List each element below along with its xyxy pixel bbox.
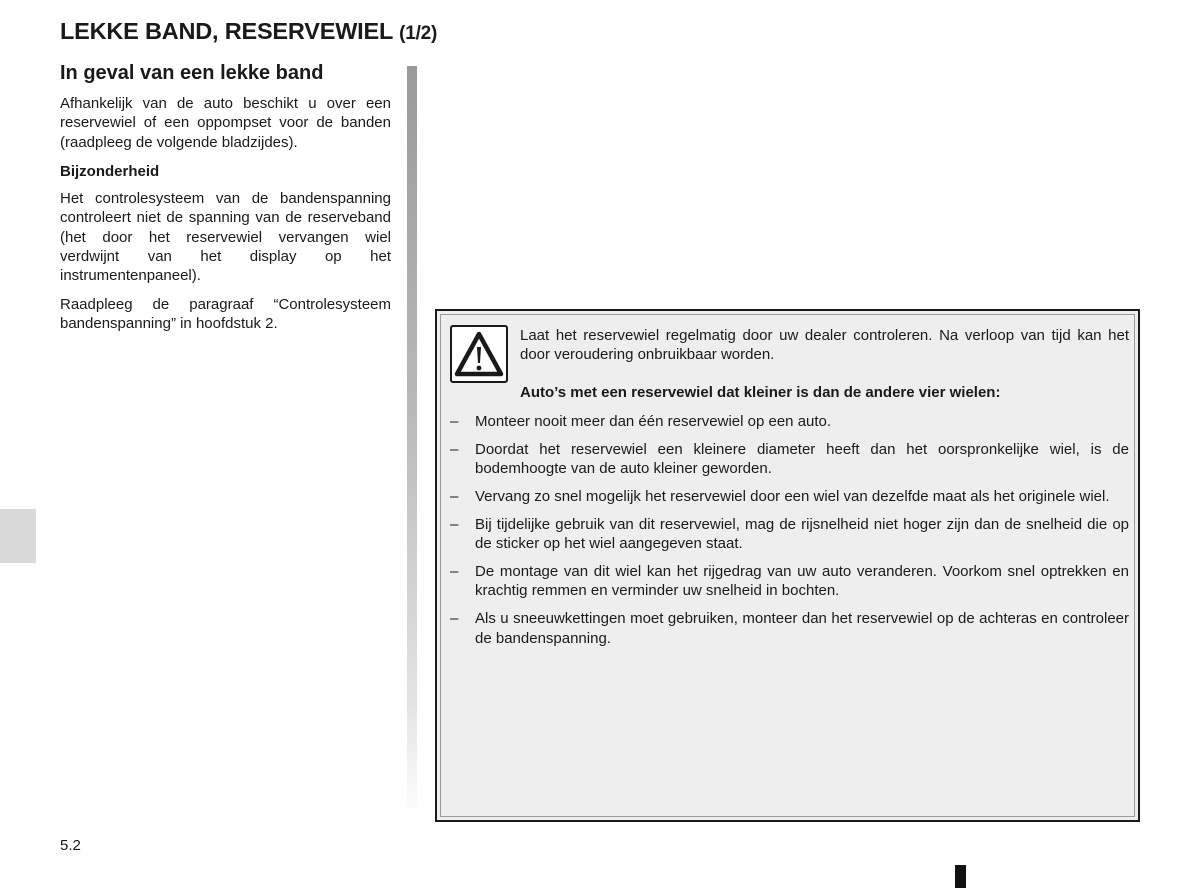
- warning-heading: Auto’s met een reservewiel dat kleiner is dan de andere vier wielen:: [520, 384, 1001, 401]
- intro-paragraph: Afhankelijk van de auto beschikt u over een reservewiel of een oppompset voor de banden (raadpleeg de volgende bladzijdes).: [60, 95, 391, 151]
- bullet-dash: –: [450, 563, 459, 581]
- title-main: LEKKE BAND, RESERVEWIEL: [60, 18, 393, 44]
- chapter-tab: [0, 509, 36, 563]
- page-number: 5.2: [60, 837, 81, 854]
- list-item: [450, 412, 1129, 431]
- warning-intro: Laat het reservewiel regelmatig door uw dealer controleren. Na verloop van tijd kan het door veroudering onbruikbaar worden.: [520, 327, 1129, 364]
- warning-box: [435, 309, 1140, 822]
- bullet-dash: –: [450, 610, 459, 628]
- left-column: [60, 94, 391, 342]
- list-item-text: Monteer nooit meer dan één reservewiel op een auto.: [475, 413, 832, 430]
- list-item-text: Bij tijdelijke gebruik van dit reservewiel, mag de rijsnelheid niet hoger zijn dan de snelheid die op de sticker op het wiel aangegeven staat.: [475, 515, 1129, 553]
- list-item: [450, 487, 1129, 506]
- list-item: [450, 440, 1129, 479]
- section-heading: In geval van een lekke band: [60, 62, 324, 84]
- column-divider: [407, 66, 417, 818]
- bullet-dash: –: [450, 488, 459, 506]
- warning-inner-frame: [440, 314, 1135, 817]
- warning-triangle-icon: [450, 325, 508, 383]
- detail-paragraph: Het controlesysteem van de bandenspanning controleert niet de spanning van de reserveband (het door het reservewiel vervangen wiel verdwijnt van het display op het instrumentenpaneel).: [60, 190, 391, 285]
- list-item: [450, 609, 1129, 648]
- warning-list: [450, 412, 1129, 657]
- list-item-text: De montage van dit wiel kan het rijgedrag van uw auto veranderen. Voorkom snel optrekken en krachtig remmen en verminder uw snelheid in bochten.: [475, 563, 1129, 600]
- list-item-text: Doordat het reservewiel een kleinere diameter heeft dan het oorspronkelijke wiel, is de bodemhoogte van de auto kleiner geworden.: [475, 440, 1129, 478]
- bullet-dash: –: [450, 515, 459, 533]
- subheading: Bijzonderheid: [60, 162, 160, 180]
- reference-paragraph: Raadpleeg de paragraaf “Controlesysteem bandenspanning” in hoofdstuk 2.: [60, 295, 391, 332]
- bullet-dash: –: [450, 440, 459, 458]
- list-item: [450, 515, 1129, 554]
- list-item-text: Als u sneeuwkettingen moet gebruiken, monteer dan het reservewiel op de achteras en controleer de bandenspanning.: [475, 610, 1129, 647]
- title-part: (1/2): [399, 23, 438, 44]
- list-item: [450, 562, 1129, 601]
- bullet-dash: –: [450, 413, 459, 430]
- page-edge-mark: [955, 865, 966, 888]
- page-title: [60, 18, 437, 45]
- list-item-text: Vervang zo snel mogelijk het reservewiel door een wiel van dezelfde maat als het originele wiel.: [475, 488, 1110, 506]
